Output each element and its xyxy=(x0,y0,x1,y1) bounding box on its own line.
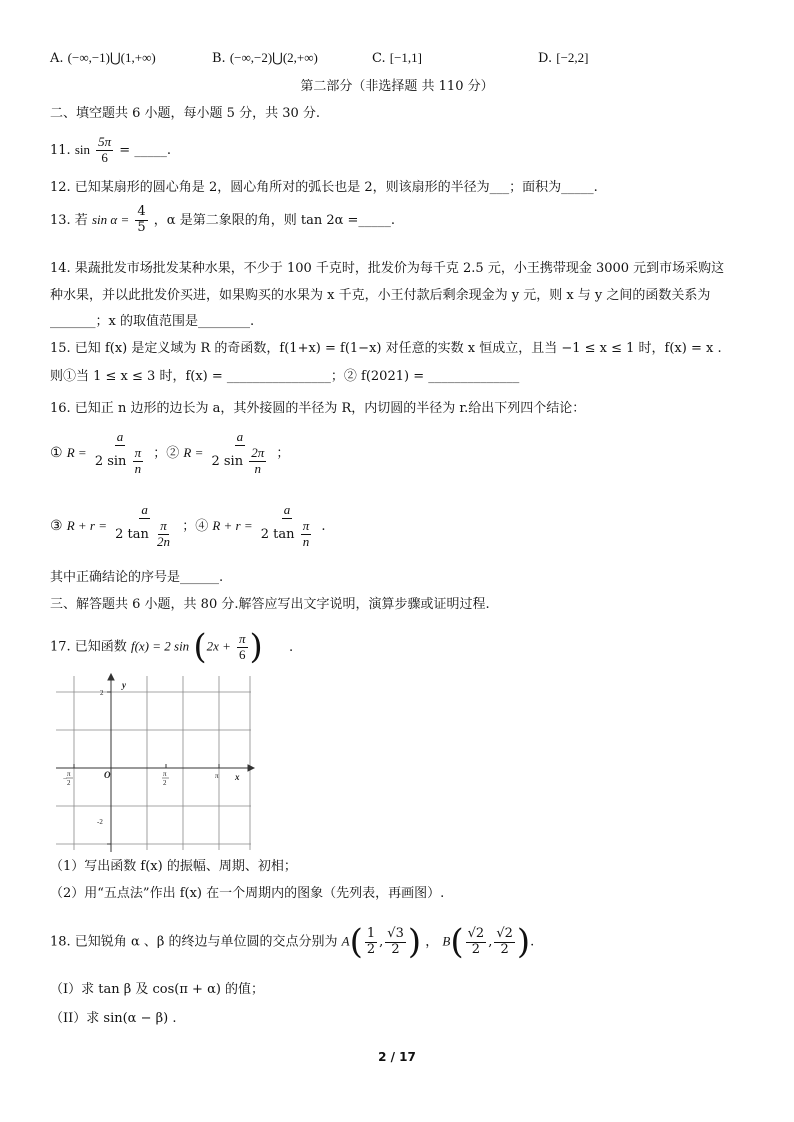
q18-a-y: $\frac{√3}{2}$ xyxy=(387,925,404,957)
question-15-line1: 15. 已知 f(x) 是定义域为 R 的奇函数，f(1+x) = f(1−x) 对任意的实数 x 恒成立，且当 −1 ≤ x ≤ 1 时，f(x) = x . xyxy=(50,341,722,356)
coordinate-grid xyxy=(56,672,256,852)
page-number: 2 / 17 xyxy=(378,1050,416,1064)
part2-title: 第二部分（非选择题 共 110 分） xyxy=(300,79,494,94)
x-tick-pi: π xyxy=(215,772,219,780)
question-13: 13. 若 sin α = $\frac{4}{5}$ ，α 是第二象限的角，则 tan 2α =_____. xyxy=(50,204,396,235)
question-18-part2: （II）求 sin(α − β) . xyxy=(50,1011,177,1026)
question-17-part1: （1）写出函数 f(x) 的振幅、周期、初相； xyxy=(50,859,297,874)
section3-header: 三、解答题共 6 小题，共 80 分.解答应写出文字说明，演算步骤或证明过程. xyxy=(50,597,490,612)
axes xyxy=(56,674,254,852)
x-tick-pos-den: 2 xyxy=(163,779,167,787)
section2-header: 二、填空题共 6 小题，每小题 5 分，共 30 分. xyxy=(50,106,321,121)
y-axis-label: y xyxy=(122,680,126,690)
question-18-part1: （I）求 tan β 及 cos(π + α) 的值； xyxy=(50,982,265,997)
q13-fraction: $\frac{4}{5}$ xyxy=(137,204,146,235)
question-17: 17. 已知函数 f(x) = 2 sin (2x + $\frac{\pi}{6}$ ) . xyxy=(50,627,294,667)
y-tick-top: 2 xyxy=(100,689,104,697)
question-14-line3: _______；x 的取值范围是________. xyxy=(50,314,255,329)
q11-fraction: $\frac{5\pi}{6}$ xyxy=(98,134,112,165)
y-tick-bottom: -2 xyxy=(97,818,103,826)
question-14-line1: 14. 果蔬批发市场批发某种水果，不少于 100 千克时，批发价为每千克 2.5 元，小王携带现金 3000 元到市场采购这 xyxy=(50,261,725,276)
question-16-line1: 16. 已知正 n 边形的边长为 a，其外接圆的半径为 R，内切圆的半径为 r.给出下列四个结论： xyxy=(50,401,586,416)
x-tick-neg-den: 2 xyxy=(67,779,71,787)
q16-c1-fraction: a 2 sin $\frac{\pi}{n}$ xyxy=(94,429,142,476)
q18-b-y: $\frac{√2}{2}$ xyxy=(496,925,513,957)
question-17-part2: （2）用“五点法”作出 f(x) 在一个周期内的图象（先列表，再画图）. xyxy=(50,886,445,901)
q18-b-x: $\frac{√2}{2}$ xyxy=(467,925,485,957)
grid-svg xyxy=(56,672,256,852)
choice-b: B. (−∞,−2)⋃(2,+∞) xyxy=(212,50,318,66)
q16-conclusions-row2: ③ R + r = a 2 tan $\frac{\pi}{2n}$ ；④ R + r = a 2 tan $\frac{\pi}{n}$ . xyxy=(50,502,326,549)
choice-c: C. [−1,1] xyxy=(372,50,423,66)
question-18: 18. 已知锐角 α 、β 的终边与单位圆的交点分别为 A( $\frac{1}{2}$ , $\frac{√3}{2}$ ) ， B( $\frac{√2}{2}$ , $\frac{√2}{2}$ ). xyxy=(50,922,535,962)
question-11: 11. sin $\frac{5\pi}{6}$ = _____. xyxy=(50,134,171,165)
q16-c4-fraction: a 2 tan $\frac{\pi}{n}$ xyxy=(260,502,310,549)
x-tick-pos-num: π xyxy=(163,770,167,778)
x-tick-neg-sign: − xyxy=(63,775,67,783)
grid-lines xyxy=(56,676,251,850)
question-16-last: 其中正确结论的序号是______. xyxy=(50,570,224,585)
q16-conclusions-row1: ① R = a 2 sin $\frac{\pi}{n}$ ；② R = a 2 sin $\frac{2\pi}{n}$ ； xyxy=(50,429,290,476)
q16-c3-fraction: a 2 tan $\frac{\pi}{2n}$ xyxy=(115,502,171,549)
choice-d: D. [−2,2] xyxy=(538,50,589,66)
x-tick-neg-num: π xyxy=(67,770,71,778)
choices-row xyxy=(50,50,589,67)
question-14-line2: 种水果，并以此批发价买进，如果购买的水果为 x 千克，小王付款后剩余现金为 y 元，则 x 与 y 之间的函数关系为 xyxy=(50,288,711,303)
q17-fraction: $\frac{\pi}{6}$ xyxy=(239,630,246,662)
x-axis-arrow xyxy=(248,765,254,771)
y-axis-arrow xyxy=(108,674,114,680)
question-12: 12. 已知某扇形的圆心角是 2，圆心角所对的弧长也是 2，则该扇形的半径为___；面积为_____. xyxy=(50,180,598,195)
choice-a: A. (−∞,−1)⋃(1,+∞) xyxy=(50,50,156,66)
x-axis-label: x xyxy=(235,772,240,782)
q16-c2-fraction: a 2 sin $\frac{2\pi}{n}$ xyxy=(211,429,265,476)
question-15-line2: 则①当 1 ≤ x ≤ 3 时，f(x) = ________________；② f(2021) = ______________ xyxy=(50,369,520,384)
origin-label: O xyxy=(104,770,111,780)
q18-a-x: $\frac{1}{2}$ xyxy=(366,925,376,957)
